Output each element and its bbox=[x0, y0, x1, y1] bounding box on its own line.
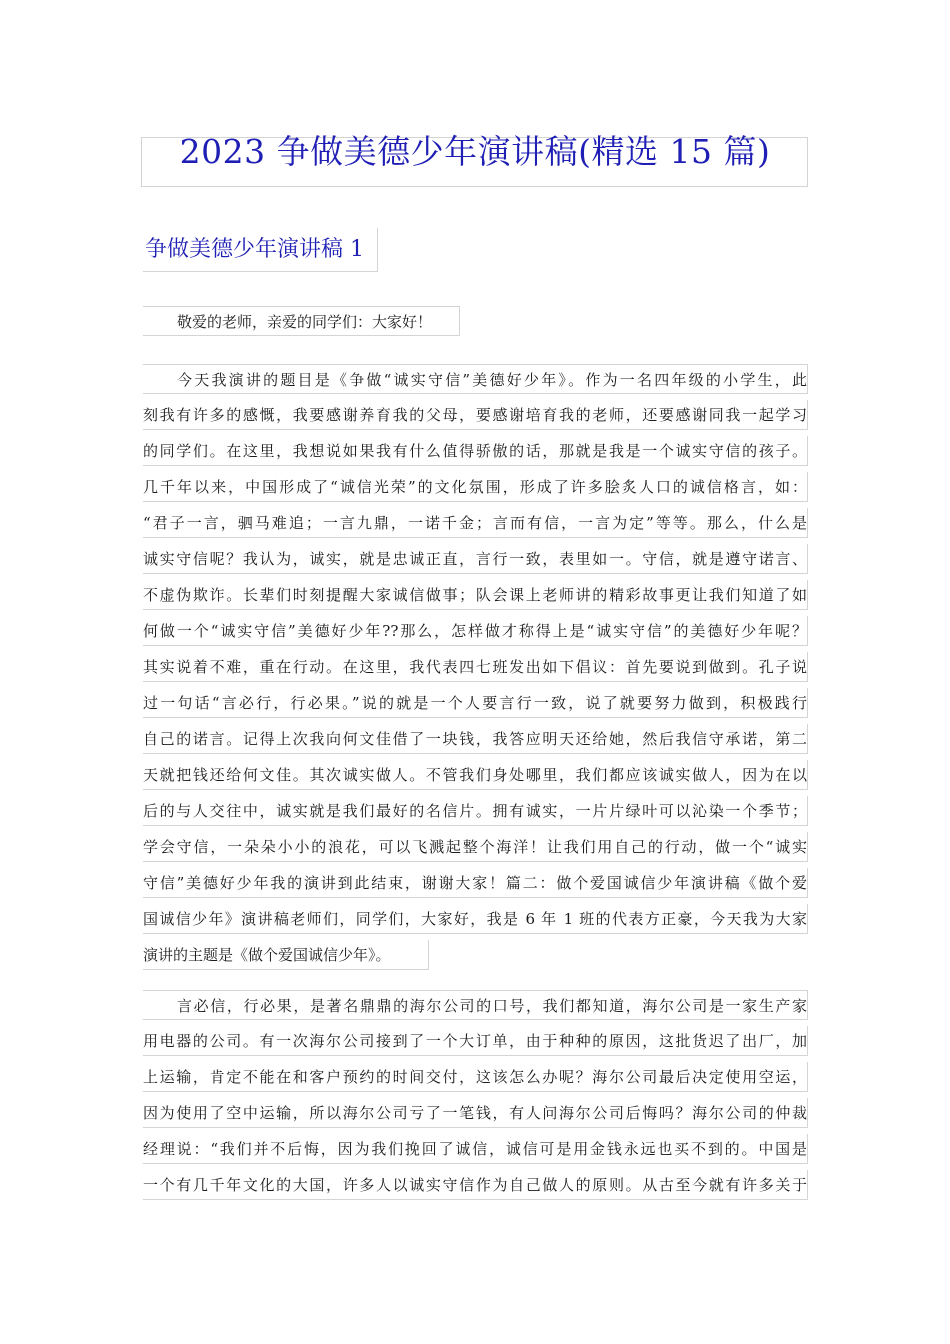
paragraph-line: 自己的诺言。记得上次我向何文佳借了一块钱，我答应明天还给她，然后我信守承诺，第二 bbox=[143, 724, 808, 754]
paragraph-line: 的同学们。在这里，我想说如果我有什么值得骄傲的话，那就是我是一个诚实守信的孩子。 bbox=[143, 436, 808, 466]
greeting-line: 敬爱的老师，亲爱的同学们：大家好！ bbox=[143, 306, 460, 336]
paragraph-line: 守信”美德好少年我的演讲到此结束，谢谢大家！篇二：做个爱国诚信少年演讲稿《做个爱 bbox=[143, 868, 808, 898]
paragraph-line: 演讲的主题是《做个爱国诚信少年》。 bbox=[143, 940, 429, 970]
paragraph-line: 一个有几千年文化的大国，许多人以诚实守信作为自己做人的原则。从古至今就有许多关于 bbox=[143, 1170, 808, 1200]
paragraph-line: 天就把钱还给何文佳。其次诚实做人。不管我们身处哪里，我们都应该诚实做人，因为在以 bbox=[143, 760, 808, 790]
section-heading: 争做美德少年演讲稿 1 bbox=[143, 228, 378, 272]
paragraph-line: 上运输，肯定不能在和客户预约的时间交付，这该怎么办呢？海尔公司最后决定使用空运， bbox=[143, 1062, 808, 1092]
paragraph-line: 用电器的公司。有一次海尔公司接到了一个大订单，由于种种的原因，这批货迟了出厂，加 bbox=[143, 1026, 808, 1056]
paragraph-line: 今天我演讲的题目是《争做“诚实守信”美德好少年》。作为一名四年级的小学生，此 bbox=[143, 364, 808, 394]
paragraph-line: 诚实守信呢？我认为，诚实，就是忠诚正直，言行一致，表里如一。守信，就是遵守诺言、 bbox=[143, 544, 808, 574]
paragraph-line: 何做一个“诚实守信”美德好少年??那么，怎样做才称得上是“诚实守信”的美德好少年呢？ bbox=[143, 616, 808, 646]
paragraph-line: 因为使用了空中运输，所以海尔公司亏了一笔钱，有人问海尔公司后悔吗？海尔公司的仲裁 bbox=[143, 1098, 808, 1128]
paragraph-line: “君子一言，驷马难追；一言九鼎，一诺千金；言而有信，一言为定”等等。那么，什么是 bbox=[143, 508, 808, 538]
paragraph-line: 经理说：“我们并不后悔，因为我们挽回了诚信，诚信可是用金钱永远也买不到的。中国是 bbox=[143, 1134, 808, 1164]
paragraph-line: 国诚信少年》演讲稿老师们，同学们，大家好，我是 6 年 1 班的代表方正豪，今天我为大家 bbox=[143, 904, 808, 934]
paragraph-line: 学会守信，一朵朵小小的浪花，可以飞溅起整个海洋！让我们用自己的行动，做一个“诚实 bbox=[143, 832, 808, 862]
paragraph-line: 过一句话“言必行，行必果。”说的就是一个人要言行一致，说了就要努力做到，积极践行 bbox=[143, 688, 808, 718]
paragraph-line: 后的与人交往中，诚实就是我们最好的名信片。拥有诚实，一片片绿叶可以沁染一个季节； bbox=[143, 796, 808, 826]
paragraph-line: 刻我有许多的感慨，我要感谢养育我的父母，要感谢培育我的老师，还要感谢同我一起学习 bbox=[143, 400, 808, 430]
paragraph-line: 其实说着不难，重在行动。在这里，我代表四七班发出如下倡议：首先要说到做到。孔子说 bbox=[143, 652, 808, 682]
paragraph-line: 几千年以来，中国形成了“诚信光荣”的文化氛围，形成了许多脍炙人口的诚信格言，如： bbox=[143, 472, 808, 502]
paragraph-line: 不虚伪欺诈。长辈们时刻提醒大家诚信做事；队会课上老师讲的精彩故事更让我们知道了如 bbox=[143, 580, 808, 610]
paragraph-line: 言必信，行必果，是著名鼎鼎的海尔公司的口号，我们都知道，海尔公司是一家生产家 bbox=[143, 990, 808, 1020]
document-title: 2023 争做美德少年演讲稿(精选 15 篇) bbox=[179, 132, 771, 171]
